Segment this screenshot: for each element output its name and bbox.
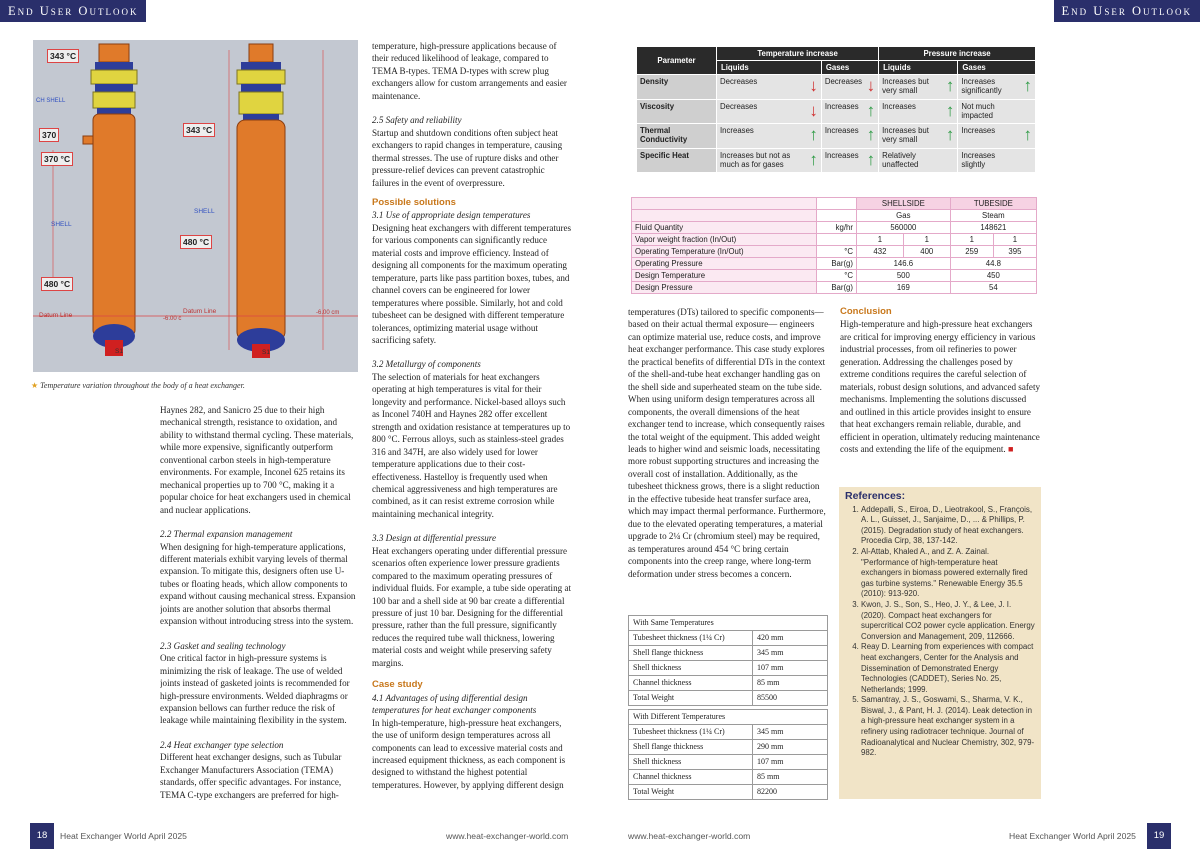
- arrow-up-icon: ↑: [945, 76, 955, 95]
- table-cell: [958, 75, 1036, 100]
- table-cell: Shell flange thickness: [629, 740, 753, 755]
- cell-text: Increases significantly: [961, 77, 1002, 95]
- reference-item: 2. Al-Attab, Khaled A., and Z. A. Zainal. "Performance of high-temperature heat exchangers in biomass powered externally fired gas turbine systems." Renewable Energy 35.5 (2010): 913-920.: [861, 547, 1035, 600]
- column-3: [628, 306, 828, 610]
- table-cell: [717, 148, 822, 173]
- reference-item: 3. Kwon, J. S., Son, S., Heo, J. Y., & Lee, J. I. (2020). Compact heat exchangers for supercritical CO2 power cycle application. Energy Conversion and Management, 209, 112666.: [861, 600, 1035, 642]
- table-header: Gases: [958, 61, 1036, 75]
- paragraph: Designing heat exchangers with different temperatures for various components can significantly reduce material costs and improve efficiency. Instead of designing all components for the maximum operating temperature, parts like pass partition boxes, tubes, and channel covers can be engineered for lower temperatures where possible. Similarly, hot and cold tubesheet can be designed with different temperature tolerances, optimizing material usage without sacrificing safety.: [372, 222, 572, 345]
- s1-label-right: S1: [262, 349, 270, 356]
- table-row: [632, 270, 1037, 282]
- paragraph: One critical factor in high-pressure systems is minimizing the risk of leakage. The use of welded joints instead of gasketed joints is recommended for high-pressure environments. Welded diaphragms or expansion bellows can further reduce the risk of leakage while maintaining flexibility in the system.: [160, 653, 350, 726]
- table-cell: Density: [637, 75, 717, 100]
- shell-label-left: SHELL: [51, 221, 72, 228]
- subheading-4-1: 4.1 Advantages of using differential design temperatures for heat exchanger components: [372, 692, 537, 716]
- temp-label-343-mid: 343 °C: [183, 123, 215, 137]
- table-header: Gases: [821, 61, 878, 75]
- design-data-table: [631, 197, 1037, 294]
- table-cell: 85 mm: [753, 770, 828, 785]
- cell-text: Increases but not as much as for gases: [720, 150, 791, 169]
- table-cell: Channel thickness: [629, 770, 753, 785]
- subheading-3-2: 3.2 Metallurgy of components: [372, 359, 481, 370]
- table-row: [637, 124, 1036, 149]
- cell-text: Decreases: [720, 77, 758, 86]
- arrow-up-icon: ↑: [1023, 125, 1032, 144]
- table-cell: Design Pressure: [632, 282, 817, 294]
- table-cell: 345 mm: [753, 725, 828, 740]
- arrow-down-icon: ↓: [866, 76, 876, 95]
- caption-text: Temperature variation throughout the body of a heat exchanger.: [40, 381, 245, 390]
- arrow-up-icon: ↑: [809, 125, 818, 144]
- section-heading-possible-solutions: Possible solutions: [372, 196, 456, 208]
- table-cell: 107 mm: [753, 661, 828, 676]
- table-header: Temperature increase: [717, 47, 879, 61]
- table-row: [637, 75, 1036, 100]
- table-row: [629, 755, 828, 770]
- table-cell: °C: [817, 270, 857, 282]
- table-cell: [821, 99, 878, 124]
- ch-shell-label: CH SHELL: [36, 98, 66, 104]
- section-heading-conclusion: Conclusion: [840, 306, 892, 317]
- table-cell: Channel thickness: [629, 676, 753, 691]
- table-row: [629, 740, 828, 755]
- table-cell: Operating Pressure: [632, 258, 817, 270]
- table-row: [629, 676, 828, 691]
- paragraph: When using uniform design temperatures across all components, the overall dimensions of the heat exchanger tend to increase, which consequently raises the total weight of the equipment. This added weight leads to higher wind and seismic loads, necessitating more robust supporting structures and increasing the overall cost of installation. Additionally, as the tubesheet thickness grows, there is a slight reduction in the effective tubeside heat transfer surface area, which may impact thermal performance. Furthermore, due to the elevated operating temperatures, a material upgrade to 2¼ Cr (chromium steel) may be required, as temperatures around 454 °C bring certain components into the creep range, where long-term deformation under stress becomes a concern.: [628, 394, 826, 579]
- table-cell: [717, 99, 822, 124]
- table-cell: 1: [950, 234, 993, 246]
- conclusion-text: High-temperature and high-pressure heat exchangers are critical for improving energy efficiency in various industrial processes, from oil refineries to power generation. Addressing the challenges posed by extreme conditions requires the careful selection of materials, robust design solutions, and advanced safety mechanisms. Implementing the solutions discussed and outlined in this article provides insight to ensure that heat exchangers remain reliable, durable, and efficient in operation, ultimately reducing maintenance costs and extending the life of the equipment.: [840, 319, 1040, 454]
- references-list: [845, 505, 1035, 759]
- arrow-up-icon: ↑: [866, 125, 876, 144]
- table-cell: Thermal Conductivity: [637, 124, 717, 149]
- s1-label-left: S1: [115, 348, 123, 355]
- table-cell: [879, 99, 958, 124]
- temp-label-343-top: 343 °C: [47, 49, 79, 63]
- table-cell: Bar(g): [817, 282, 857, 294]
- table-cell: 85 mm: [753, 676, 828, 691]
- table-header: Liquids: [879, 61, 958, 75]
- paragraph: temperatures (DTs) tailored to specific components—based on their actual thermal exposure— engineers can optimize material use, reduce costs, and improve heat exchanger performance. This case study explores the practical benefits of differential DTs in the context of the shell-and-tube heat exchanger handling gas on the shell side and superheated steam on the tube side.: [628, 307, 826, 392]
- table-cell: Tubesheet thickness (1¼ Cr): [629, 725, 753, 740]
- page-number-right: 19: [1147, 823, 1171, 849]
- table-cell: Viscosity: [637, 99, 717, 124]
- table-cell: [958, 99, 1036, 124]
- table-row: [637, 148, 1036, 173]
- dim-label-right: -6.00 cm: [316, 310, 340, 316]
- table-row: [629, 691, 828, 706]
- table-cell: °C: [817, 246, 857, 258]
- table-cell: [879, 75, 958, 100]
- table-cell: 500: [857, 270, 951, 282]
- subheading-2-3: 2.3 Gasket and sealing technology: [160, 640, 286, 651]
- table-cell: Bar(g): [817, 258, 857, 270]
- paragraph: In high-temperature, high-pressure heat exchangers, the use of uniform design temperatures across all components can lead to excessive material costs and increased equipment thickness, as each component is designed to withstand the highest potential temperatures. However, by applying different design: [372, 717, 566, 790]
- arrow-up-icon: ↑: [866, 100, 876, 120]
- footer-url-left[interactable]: www.heat-exchanger-world.com: [446, 831, 569, 841]
- page-number-left: 18: [30, 823, 54, 849]
- same-temperatures-table: [628, 615, 828, 706]
- paragraph: Haynes 282, and Sanicro 25 due to their high mechanical strength, resistance to oxidation, and ability to withstand thermal cycling. These materials, while more expensive, significantly outperform conventional carbon steels in high-temperature environments. For example, Inconel 625 retains its mechanical properties up to 700 °C, making it a popular choice for heat exchangers used in chemical and nuclear applications.: [160, 405, 354, 515]
- table-row: [629, 770, 828, 785]
- cell-text: Increases: [720, 126, 754, 135]
- datum-line-label-right: Datum Line: [183, 308, 217, 315]
- column-2: [372, 40, 574, 806]
- table-row: [629, 646, 828, 661]
- arrow-up-icon: ↑: [866, 149, 876, 169]
- table-row: [632, 234, 1037, 246]
- caption-star-icon: ★: [31, 381, 39, 390]
- references-box: [839, 487, 1041, 799]
- table-cell: [717, 124, 822, 149]
- paragraph: Different heat exchanger designs, such as Tubular Exchanger Manufacturers Association (TEMA) standards, offer specific advantages. For instance, TEMA C-type exchangers are preferred for high-: [160, 752, 342, 800]
- table-cell: 450: [950, 270, 1036, 282]
- table-cell: 259: [950, 246, 993, 258]
- table-cell: Vapor weight fraction (In/Out): [632, 234, 817, 246]
- reference-item: 5. Samantray, J. S., Goswami, S., Sharma, V. K., Biswal, J., & Pant, H. J. (2014). Leak detection in a high-pressure heat exchanger system in a refinery using radiotracer technique. Journal of Radioanalytical and Nuclear Chemistry, 302, 979-982.: [861, 695, 1035, 759]
- subheading-3-1: 3.1 Use of appropriate design temperatures: [372, 210, 531, 221]
- table-cell: 560000: [857, 222, 951, 234]
- table-cell: 1: [857, 234, 904, 246]
- column-1: [160, 404, 356, 806]
- temp-label-370: 370: [39, 128, 59, 142]
- heat-exchanger-diagram: [33, 40, 358, 372]
- table-header: Parameter: [637, 47, 717, 75]
- reference-item: 4. Reay D. Learning from experiences with compact heat exchangers, Center for the Analysis and Dissemination of Demonstrated Energy Technologies (CADDET), Series No. 25, Netherlands; 1999.: [861, 642, 1035, 695]
- paragraph: The selection of materials for heat exchangers operating at high temperatures is vital for their longevity and performance. Nickel-based alloys such as Inconel 740H and Haynes 282 offer excellent strength and oxidation resistance at temperatures up to 800 °C. Ferrous alloys, such as stainless-steel grades 316 and 347H, are also widely used for lower temperature applications due to their cost-effectiveness. Hastelloy is frequently used when chemical aggressiveness and high temperatures are combined, as it can resist extreme corrosion while maintaining mechanical integrity.: [372, 371, 571, 519]
- cell-text: Increases: [882, 101, 916, 111]
- table-cell: Tubesheet thickness (1¼ Cr): [629, 631, 753, 646]
- table-cell: 420 mm: [753, 631, 828, 646]
- cell-text: Not much impacted: [961, 101, 995, 120]
- table-title: With Different Temperatures: [629, 710, 828, 725]
- table-cell: [717, 75, 822, 100]
- subheading-2-2: 2.2 Thermal expansion management: [160, 529, 293, 540]
- table-cell: Gas: [857, 210, 951, 222]
- paragraph: Startup and shutdown conditions often subject heat exchangers to rapid changes in temperature, causing thermal stresses. The use of rupture disks and other pressure-relief devices can prevent catastrophic failures in the event of overpressure.: [372, 127, 563, 188]
- table-row: [637, 99, 1036, 124]
- table-row: [632, 258, 1037, 270]
- table-cell: Shell thickness: [629, 755, 753, 770]
- table-cell: 1: [903, 234, 950, 246]
- table-row: [629, 725, 828, 740]
- table-cell: 148621: [950, 222, 1036, 234]
- cell-text: Increases slightly: [961, 150, 996, 169]
- cell-text: Increases: [824, 101, 859, 111]
- arrow-up-icon: ↑: [809, 149, 818, 169]
- table-cell: [821, 75, 878, 100]
- table-cell: Steam: [950, 210, 1036, 222]
- cell-text: Decreases: [720, 101, 758, 111]
- footer-magazine-left: Heat Exchanger World April 2025: [60, 831, 187, 841]
- paragraph: Heat exchangers operating under differential pressure scenarios often experience lower pressure gradients compared to the maximum operating pressures of individual fluids. For example, a tube side operating at 100 bar and a shell side at 90 bar create a differential pressure of just 10 bar. Designing for the differential pressure, rather than the full pressure, significantly reduces the required tube wall thickness, lowering material costs and weight while preserving safety margins.: [372, 545, 572, 668]
- subheading-3-3: 3.3 Design at differential pressure: [372, 533, 497, 544]
- subheading-2-4: 2.4 Heat exchanger type selection: [160, 739, 284, 750]
- figure-caption: [31, 381, 361, 390]
- table-cell: [817, 234, 857, 246]
- subheading-2-5: 2.5 Safety and reliability: [372, 115, 462, 126]
- table-cell: kg/hr: [817, 222, 857, 234]
- table-cell: 82200: [753, 785, 828, 800]
- table-header: Liquids: [717, 61, 822, 75]
- table-cell: 395: [993, 246, 1036, 258]
- section-header-left: End User Outlook: [0, 0, 146, 22]
- cell-text: Relatively unaffected: [882, 150, 919, 169]
- footer-magazine-right: Heat Exchanger World April 2025: [1009, 831, 1136, 841]
- table-row: [629, 785, 828, 800]
- table-cell: [817, 198, 857, 210]
- table-title: With Same Temperatures: [629, 616, 828, 631]
- table-cell: Operating Temperature (In/Out): [632, 246, 817, 258]
- table-cell: Shell flange thickness: [629, 646, 753, 661]
- references-title: References:: [845, 490, 906, 502]
- arrow-up-icon: ↑: [945, 100, 955, 120]
- table-cell: 146.6: [857, 258, 951, 270]
- temp-label-480-mid: 480 °C: [180, 235, 212, 249]
- table-header: SHELLSIDE: [857, 198, 951, 210]
- paragraph: [840, 318, 1040, 455]
- property-change-table: [636, 46, 1036, 173]
- temp-label-480-left: 480 °C: [41, 277, 73, 291]
- table-row: [632, 246, 1037, 258]
- column-4: [840, 306, 1040, 478]
- table-cell: Design Temperature: [632, 270, 817, 282]
- cell-text: Increases but very small: [882, 77, 929, 95]
- table-cell: Fluid Quantity: [632, 222, 817, 234]
- table-row: [629, 661, 828, 676]
- footer-url-right[interactable]: www.heat-exchanger-world.com: [628, 831, 751, 841]
- table-cell: 400: [903, 246, 950, 258]
- table-cell: 345 mm: [753, 646, 828, 661]
- arrow-down-icon: ↓: [809, 100, 818, 120]
- table-cell: 432: [857, 246, 904, 258]
- table-row: [629, 631, 828, 646]
- table-cell: [821, 148, 878, 173]
- table-cell: Total Weight: [629, 691, 753, 706]
- cell-text: Decreases: [824, 77, 863, 86]
- heat-exchanger-figure: [33, 40, 358, 372]
- table-cell: 54: [950, 282, 1036, 294]
- table-header: TUBESIDE: [950, 198, 1036, 210]
- shell-label-right: SHELL: [194, 208, 215, 215]
- table-cell: [817, 210, 857, 222]
- table-cell: 1: [993, 234, 1036, 246]
- table-cell: [821, 124, 878, 149]
- table-row: [632, 282, 1037, 294]
- datum-line-label-left: Datum Line: [39, 312, 73, 319]
- temp-label-370c: 370 °C: [41, 152, 73, 166]
- table-cell: [958, 148, 1036, 173]
- table-cell: 169: [857, 282, 951, 294]
- table-cell: 290 mm: [753, 740, 828, 755]
- cell-text: Increases but very small: [882, 126, 929, 144]
- table-cell: Total Weight: [629, 785, 753, 800]
- table-cell: Specific Heat: [637, 148, 717, 173]
- table-header: Pressure increase: [879, 47, 1036, 61]
- cell-text: Increases: [961, 126, 996, 135]
- table-cell: [632, 198, 817, 210]
- cell-text: Increases: [824, 150, 859, 160]
- table-row: [632, 222, 1037, 234]
- reference-item: 1. Addepalli, S., Eiroa, D., Lieotrakool, S., François, A. L., Guisset, J., Sanjaime, D., ... & Phillips, P. (2015). Degradation study of heat exchangers. Procedia Cirp, 38, 137-142.: [861, 505, 1035, 547]
- arrow-down-icon: ↓: [809, 76, 818, 95]
- paragraph: When designing for high-temperature applications, different materials exhibit varying levels of thermal expansion. To mitigate this, designers often use U-tubes or floating heads, which allow components to expand without causing mechanical stress. Expansion joints are another solution that absorbs thermal expansion without introducing stress into the system.: [160, 541, 356, 627]
- dim-label-left: -6.00 c: [163, 316, 182, 322]
- table-cell: Shell thickness: [629, 661, 753, 676]
- table-cell: [879, 148, 958, 173]
- arrow-up-icon: ↑: [1023, 76, 1032, 95]
- arrow-up-icon: ↑: [945, 125, 955, 144]
- different-temperatures-table: [628, 709, 828, 800]
- table-cell: 107 mm: [753, 755, 828, 770]
- table-cell: [632, 210, 817, 222]
- section-header-right: End User Outlook: [1054, 0, 1200, 22]
- end-square-icon: ■: [1007, 443, 1014, 454]
- table-cell: [879, 124, 958, 149]
- paragraph: temperature, high-pressure applications because of their reduced likelihood of leakage, compared to TEMA B-types. TEMA D-types with screw plug exchangers allow for custom arrangements and easier maintenance.: [372, 41, 567, 101]
- table-cell: 44.8: [950, 258, 1036, 270]
- table-cell: 85500: [753, 691, 828, 706]
- cell-text: Increases: [824, 126, 859, 135]
- section-heading-case-study: Case study: [372, 679, 423, 691]
- table-cell: [958, 124, 1036, 149]
